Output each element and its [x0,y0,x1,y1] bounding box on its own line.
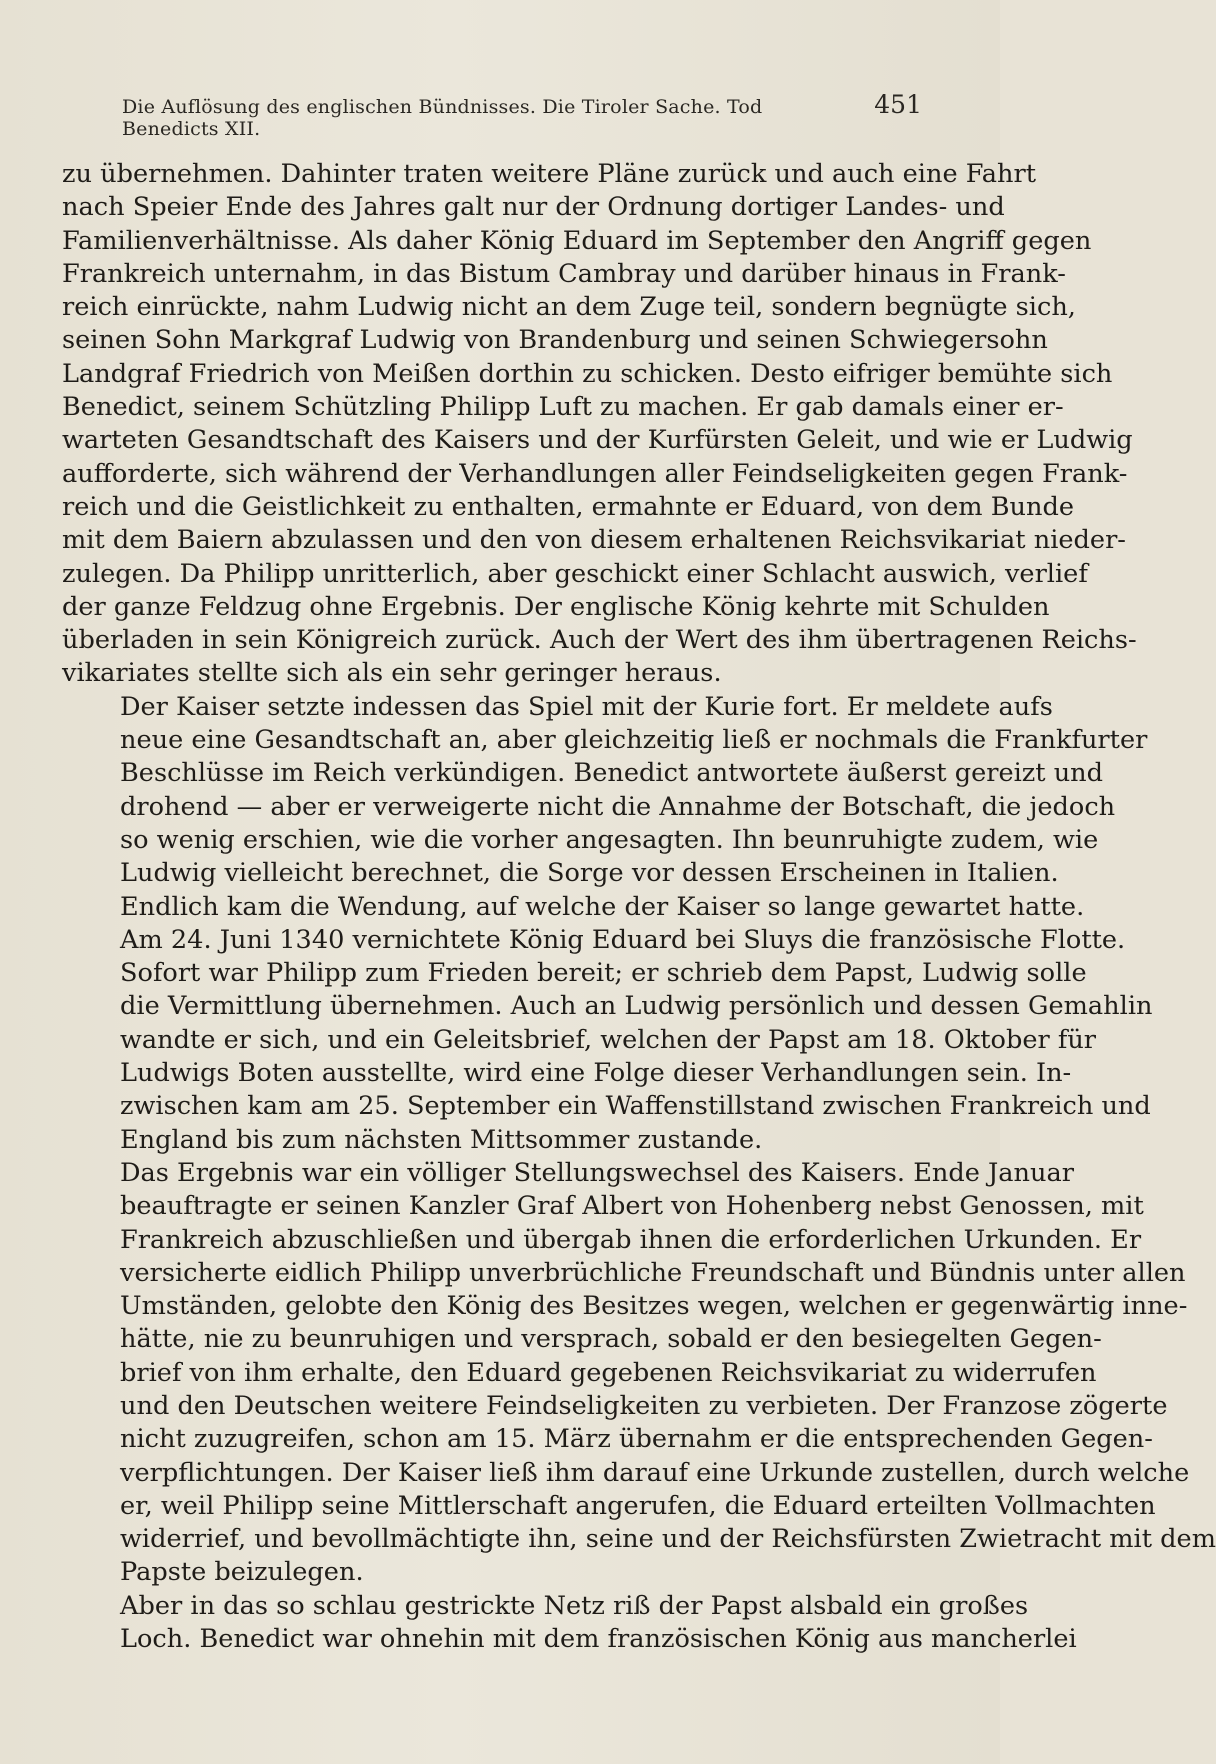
paragraph [62,891,1153,1157]
text-line: vikariates stellte sich als ein sehr geringer heraus. [62,658,722,689]
text-line: England bis zum nächsten Mittsommer zustande. [120,1124,763,1155]
text-line: Sofort war Philipp zum Frieden bereit; er schrieb dem Papst, Ludwig solle [120,958,1087,989]
text-line: Familienverhältnisse. Als daher König Eduard im September den Angriff gegen [62,225,1092,256]
text-line: drohend — aber er verweigerte nicht die Annahme der Botschaft, die jedoch [120,791,1116,822]
text-line: reich und die Geistlichkeit zu enthalten, ermahnte er Eduard, von dem Bunde [62,491,1075,522]
text-line: er, weil Philipp seine Mittlerschaft angerufen, die Eduard erteilten Vollmachten [120,1490,1156,1521]
text-line: widerrief, und bevollmächtigte ihn, seine und der Reichsfürsten Zwietracht mit dem [120,1524,1216,1555]
paragraph [62,691,1148,891]
text-line: beauftragte er seinen Kanzler Graf Albert von Hohenberg nebst Genossen, mit [120,1191,1144,1222]
text-line: mit dem Baiern abzulassen und den von diesem erhaltenen Reichsvikariat nieder- [62,525,1126,556]
text-line: hätte, nie zu beunruhigen und versprach, sobald er den besiegelten Gegen- [120,1324,1102,1355]
text-line: Endlich kam die Wendung, auf welche der Kaiser so lange gewartet hatte. [120,891,1085,922]
text-line: Am 24. Juni 1340 vernichtete König Eduard bei Sluys die französische Flotte. [120,924,1126,955]
text-line: versicherte eidlich Philipp unverbrüchliche Freundschaft und Bündnis unter allen [120,1257,1186,1288]
text-line: neue eine Gesandtschaft an, aber gleichzeitig ließ er nochmals die Frankfurter [120,725,1148,756]
text-line: zwischen kam am 25. September ein Waffenstillstand zwischen Frankreich und [120,1091,1151,1122]
text-line: nicht zuzugreifen, schon am 15. März übernahm er die entsprechenden Gegen- [120,1424,1153,1455]
paragraph [62,1590,1077,1657]
text-line: Der Kaiser setzte indessen das Spiel mit der Kurie fort. Er meldete aufs [120,691,1053,722]
text-line: reich einrückte, nahm Ludwig nicht an dem Zuge teil, sondern begnügte sich, [62,292,1076,323]
text-line: und den Deutschen weitere Feindseligkeiten zu verbieten. Der Franzose zögerte [120,1390,1168,1421]
running-head: Die Auflösung des englischen Bündnisses. Die Tiroler Sache. Tod Benedicts XII. [122,96,763,140]
text-line: wandte er sich, und ein Geleitsbrief, welchen der Papst am 18. Oktober für [120,1024,1097,1055]
text-line: nach Speier Ende des Jahres galt nur der Ordnung dortiger Landes- und [62,192,1005,223]
text-line: Umständen, gelobte den König des Besitzes wegen, welchen er gegenwärtig inne- [120,1291,1188,1322]
text-line: Beschlüsse im Reich verkündigen. Benedict antwortete äußerst gereizt und [120,758,1104,789]
text-line: warteten Gesandtschaft des Kaisers und der Kurfürsten Geleit, und wie er Ludwig [62,425,1133,456]
text-line: verpflichtungen. Der Kaiser ließ ihm darauf eine Urkunde zustellen, durch welche [120,1457,1190,1488]
text-line: Landgraf Friedrich von Meißen dorthin zu schicken. Desto eifriger bemühte sich [62,358,1113,389]
text-line: zu übernehmen. Dahinter traten weitere Pläne zurück und auch eine Fahrt [62,159,1037,189]
text-line: Papste beizulegen. [120,1557,364,1588]
text-line: zulegen. Da Philipp unritterlich, aber geschickt einer Schlacht auswich, verlief [62,558,1088,589]
page-number: 451 [874,90,922,119]
text-line: Frankreich unternahm, in das Bistum Cambray und darüber hinaus in Frank- [62,258,1066,289]
text-line: Benedict, seinem Schützling Philipp Luft zu machen. Er gab damals einer er- [62,392,1064,423]
text-line: Aber in das so schlau gestrickte Netz riß der Papst alsbald ein großes [120,1590,1029,1621]
text-line: Ludwigs Boten ausstellte, wird eine Folge dieser Verhandlungen sein. In- [120,1058,1072,1089]
text-line: überladen in sein Königreich zurück. Auch der Wert des ihm übertragenen Reichs- [62,625,1137,656]
text-line: der ganze Feldzug ohne Ergebnis. Der englische König kehrte mit Schulden [62,591,1050,622]
text-line: so wenig erschien, wie die vorher angesagten. Ihn beunruhigte zudem, wie [120,824,1099,855]
text-line: Ludwig vielleicht berechnet, die Sorge vor dessen Erscheinen in Italien. [120,858,1059,889]
page-header [62,90,922,140]
text-line: Das Ergebnis war ein völliger Stellungswechsel des Kaisers. Ende Januar [120,1157,1075,1188]
text-line: brief von ihm erhalte, den Eduard gegebenen Reichsvikariat zu widerrufen [120,1357,1097,1388]
text-line: seinen Sohn Markgraf Ludwig von Brandenburg und seinen Schwiegersohn [62,325,1048,356]
paragraph [62,158,1137,691]
text-line: die Vermittlung übernehmen. Auch an Ludwig persönlich und dessen Gemahlin [120,991,1153,1022]
text-line: aufforderte, sich während der Verhandlungen aller Feindseligkeiten gegen Frank- [62,458,1128,489]
text-line: Loch. Benedict war ohnehin mit dem französischen König aus mancherlei [120,1624,1077,1655]
body-text [62,158,1216,1656]
text-line: Frankreich abzuschließen und übergab ihnen die erforderlichen Urkunden. Er [120,1224,1142,1255]
paragraph [62,1157,1216,1590]
